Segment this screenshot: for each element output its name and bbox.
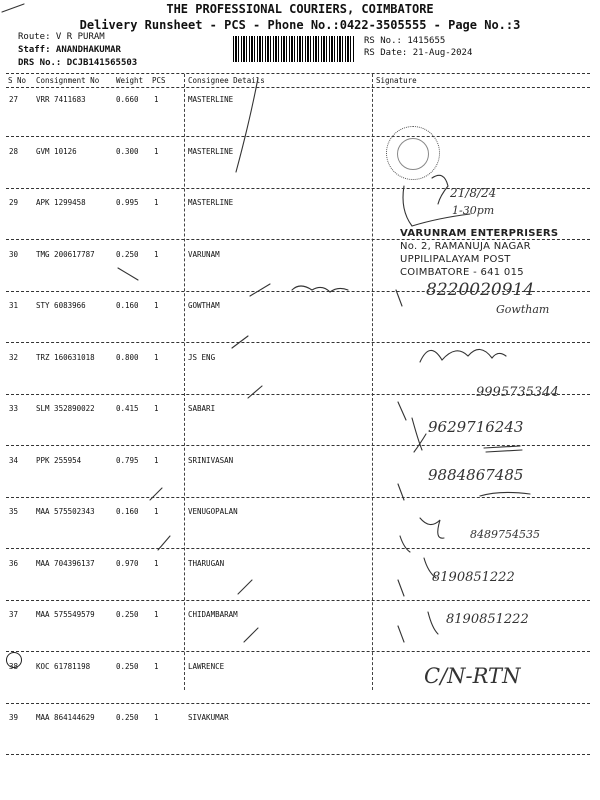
col-sno: S No bbox=[8, 76, 27, 85]
row-pcs: 1 bbox=[154, 456, 159, 465]
row-sno: 36 bbox=[9, 559, 19, 568]
stamp-address-line3: COIMBATORE - 641 015 bbox=[400, 267, 524, 278]
rs-number: RS No.: 1415655 bbox=[364, 36, 446, 46]
row-consignee: SABARI bbox=[188, 404, 216, 413]
row-consignee: JS ENG bbox=[188, 353, 216, 362]
signature-34 bbox=[412, 418, 426, 452]
signature-29b bbox=[432, 175, 448, 204]
row-weight: 0.250 bbox=[116, 250, 139, 259]
check-mark-35b bbox=[398, 484, 404, 500]
check-mark-36 bbox=[158, 536, 170, 550]
rs-date: RS Date: 21-Aug-2024 bbox=[364, 48, 473, 58]
row-sno: 28 bbox=[9, 147, 19, 156]
row-consignment-no: PPK 255954 bbox=[36, 456, 82, 465]
signature-38 bbox=[398, 612, 438, 642]
row-consignee: VARUNAM bbox=[188, 250, 220, 259]
handwritten-phone-37: 8190851222 bbox=[432, 570, 515, 585]
row-pcs: 1 bbox=[154, 507, 159, 516]
row-consignee: GOWTHAM bbox=[188, 301, 220, 310]
route: Route: V R PURAM bbox=[18, 32, 105, 42]
row-sno: 38 bbox=[9, 662, 19, 671]
stamp-company-name: VARUNRAM ENTERPRISERS bbox=[400, 228, 559, 239]
check-mark-38 bbox=[244, 628, 258, 642]
row-weight: 0.250 bbox=[116, 662, 139, 671]
row-weight: 0.160 bbox=[116, 507, 139, 516]
row-consignment-no: KOC 61781198 bbox=[36, 662, 91, 671]
row-weight: 0.250 bbox=[116, 713, 139, 722]
row-sno: 27 bbox=[9, 95, 19, 104]
row-consignee: CHIDAMBARAM bbox=[188, 610, 238, 619]
row-weight: 0.160 bbox=[116, 301, 139, 310]
row-pcs: 1 bbox=[154, 559, 159, 568]
row-sno: 30 bbox=[9, 250, 19, 259]
col-pcs: PCS bbox=[152, 76, 166, 85]
row-sno: 37 bbox=[9, 610, 19, 619]
corner-pen-mark bbox=[2, 4, 24, 12]
row-consignment-no: APK 1299458 bbox=[36, 198, 86, 207]
signature-34b bbox=[484, 446, 522, 452]
handwritten-phone-33: 9995735344 bbox=[476, 385, 559, 400]
row-consignment-no: MAA 575502343 bbox=[36, 507, 95, 516]
row-pcs: 1 bbox=[154, 353, 159, 362]
row-sno: 32 bbox=[9, 353, 19, 362]
signature-36 bbox=[400, 518, 444, 552]
row-sno: 34 bbox=[9, 456, 19, 465]
row-weight: 0.995 bbox=[116, 198, 139, 207]
row-pcs: 1 bbox=[154, 662, 159, 671]
company-title: THE PROFESSIONAL COURIERS, COIMBATORE bbox=[166, 2, 434, 16]
row-consignee: LAWRENCE bbox=[188, 662, 225, 671]
row-consignee: MASTERLINE bbox=[188, 147, 234, 156]
row-consignment-no: MAA 704396137 bbox=[36, 559, 95, 568]
stamp-address-line2: UPPILIPALAYAM POST bbox=[400, 254, 511, 265]
handwritten-name-31: Gowtham bbox=[496, 303, 550, 316]
handwritten-return-note: C/N-RTN bbox=[424, 664, 521, 688]
row-consignment-no: TRZ 160631018 bbox=[36, 353, 95, 362]
staff: Staff: ANANDHAKUMAR bbox=[18, 45, 121, 55]
col-consignee: Consignee Details bbox=[188, 76, 265, 85]
check-mark-30 bbox=[118, 268, 138, 280]
row-sno: 35 bbox=[9, 507, 19, 516]
row-consignment-no: TMG 200617787 bbox=[36, 250, 95, 259]
row-weight: 0.250 bbox=[116, 610, 139, 619]
check-mark-35 bbox=[150, 488, 162, 500]
col-weight: Weight bbox=[116, 76, 144, 85]
handwritten-date: 21/8/24 bbox=[450, 186, 497, 200]
row-weight: 0.415 bbox=[116, 404, 139, 413]
col-consignment: Consignment No bbox=[36, 76, 100, 85]
row-pcs: 1 bbox=[154, 95, 159, 104]
handwritten-phone-38: 8190851222 bbox=[446, 612, 529, 627]
check-mark-27 bbox=[236, 78, 258, 172]
row-consignee: VENUGOPALAN bbox=[188, 507, 238, 516]
row-consignment-no: MAA 575549579 bbox=[36, 610, 95, 619]
row-sno: 39 bbox=[9, 713, 19, 722]
row-weight: 0.970 bbox=[116, 559, 139, 568]
col-signature: Signature bbox=[376, 76, 417, 85]
handwritten-phone-31: 8220020914 bbox=[426, 280, 535, 300]
handwritten-phone-34: 9629716243 bbox=[428, 418, 524, 436]
row-consignment-no: SLM 352890022 bbox=[36, 404, 95, 413]
check-mark-31 bbox=[250, 284, 270, 296]
row-pcs: 1 bbox=[154, 713, 159, 722]
stamp-address-line1: No. 2, RAMANUJA NAGAR bbox=[400, 241, 531, 252]
signature-29 bbox=[403, 186, 470, 226]
signature-35 bbox=[480, 492, 530, 496]
row-sno: 33 bbox=[9, 404, 19, 413]
row-pcs: 1 bbox=[154, 147, 159, 156]
handwritten-time: 1-30pm bbox=[452, 204, 495, 217]
row-pcs: 1 bbox=[154, 198, 159, 207]
row-consignment-no: VRR 7411683 bbox=[36, 95, 86, 104]
check-mark-33b bbox=[398, 402, 406, 420]
signature-32 bbox=[420, 349, 506, 362]
check-mark-32 bbox=[232, 336, 248, 348]
row-consignee: MASTERLINE bbox=[188, 95, 234, 104]
row-weight: 0.300 bbox=[116, 147, 139, 156]
scribble-31 bbox=[292, 286, 348, 292]
handwritten-phone-36: 8489754535 bbox=[470, 528, 540, 541]
row-weight: 0.795 bbox=[116, 456, 139, 465]
signature-37 bbox=[398, 558, 436, 596]
row-consignment-no: STY 6083966 bbox=[36, 301, 86, 310]
row-pcs: 1 bbox=[154, 250, 159, 259]
row-consignee: THARUGAN bbox=[188, 559, 225, 568]
row-sno: 31 bbox=[9, 301, 19, 310]
row-weight: 0.800 bbox=[116, 353, 139, 362]
row-consignee: MASTERLINE bbox=[188, 198, 234, 207]
row-pcs: 1 bbox=[154, 404, 159, 413]
row-consignee: SIVAKUMAR bbox=[188, 713, 229, 722]
drs-number: DRS No.: DCJB141565503 bbox=[18, 58, 138, 68]
row-weight: 0.660 bbox=[116, 95, 139, 104]
row-consignment-no: GVM 10126 bbox=[36, 147, 77, 156]
check-mark-37 bbox=[238, 580, 252, 594]
row-sno: 29 bbox=[9, 198, 19, 207]
check-mark-33 bbox=[248, 386, 262, 398]
row-consignee: SRINIVASAN bbox=[188, 456, 234, 465]
row-pcs: 1 bbox=[154, 301, 159, 310]
handwritten-phone-35: 9884867485 bbox=[428, 466, 524, 484]
row-pcs: 1 bbox=[154, 610, 159, 619]
check-mark-31b bbox=[396, 290, 402, 306]
row-consignment-no: MAA 864144629 bbox=[36, 713, 95, 722]
runsheet-title: Delivery Runsheet - PCS - Phone No.:0422-3505555 - Page No.:3 bbox=[79, 18, 521, 32]
